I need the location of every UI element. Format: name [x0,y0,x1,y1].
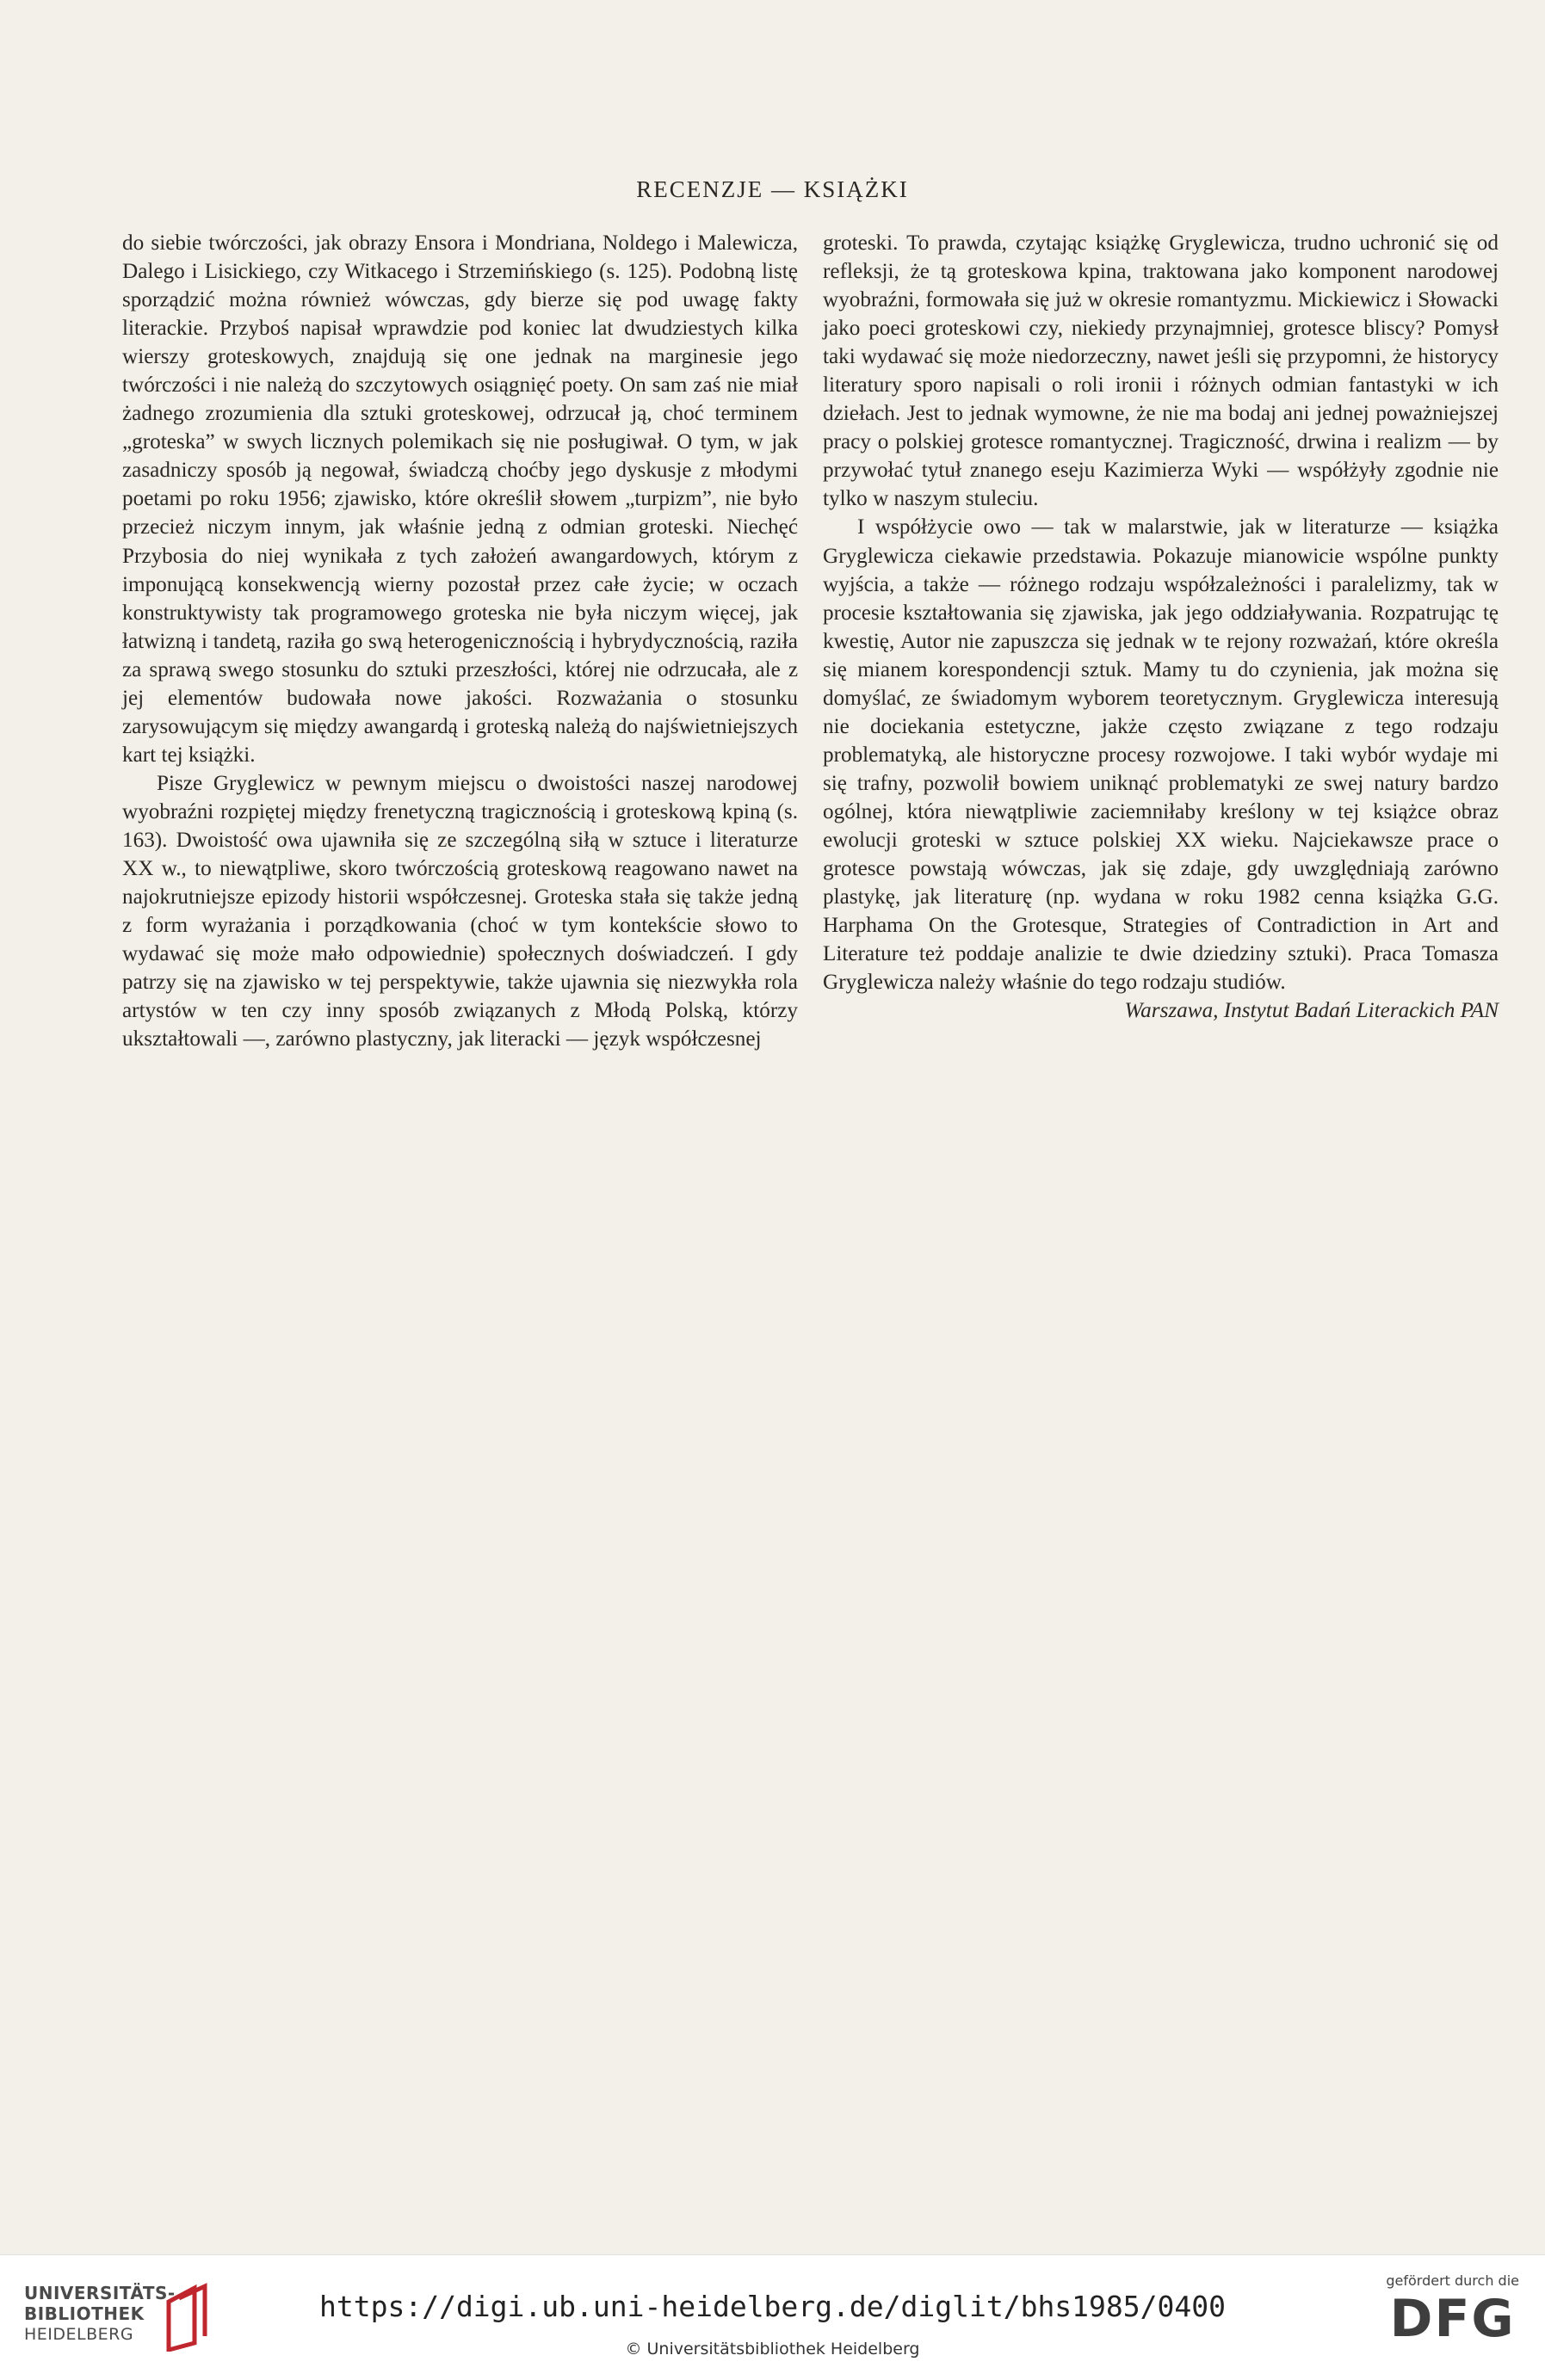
library-name-line-1: UNIVERSITÄTS- [24,2283,176,2303]
library-name-line-2: BIBLIOTHEK [24,2303,145,2324]
funding-caption: gefördert durch die [1386,2272,1519,2289]
left-paragraph-1: do siebie twórczości, jak obrazy Ensora i Mondriana, Noldego i Malewicza, Dalego i Lisickiego, czy Witkacego i Strzemińskiego (s. 125). Podobną listę sporządzić można również wówczas, gdy bierze się pod uwagę fakty literackie. Przyboś napisał wprawdzie pod koniec lat dwudziestych kilka wierszy groteskowych, znajdują się one jednak na marginesie jego twórczości i nie należą do szczytowych osiągnięć poety. On sam zaś nie miał żadnego zrozumienia dla sztuki groteskowej, odrzucał ją, choć terminem „groteska” w swych licznych polemikach się nie posługiwał. O tym, w jak zasadniczy sposób ją negował, świadczą choćby jego dyskusje z młodymi poetami po roku 1956; zjawisko, które określił słowem „turpizm”, nie było przecież niczym innym, jak właśnie jedną z odmian groteski. Niechęć Przybosia do niej wynikała z tych założeń awangardowych, którym z imponującą konsekwencją wierny pozostał przez całe życie; w oczach konstruktywisty tak programowego groteska nie była niczym więcej, jak łatwizną i tandetą, raziła go swą heterogenicznością i hybrydycznością, raziła za sprawą swego stosunku do sztuki przeszłości, której nie odrzucała, ale z jej elementów budowała nowe jakości. Rozważania o stosunku zarysowującym się między awangardą i groteską należą do najświetniejszych kart tej książki. [122,231,798,767]
footer-bar [0,2254,1545,2380]
right-paragraph-1: groteski. To prawda, czytając książkę Gryglewicza, trudno uchronić się od refleksji, że tą groteskowa kpina, traktowana jako komponent narodowej wyobraźni, formowała się już w okresie romantyzmu. Mickiewicz i Słowacki jako poeci groteskowi czy, niekiedy przynajmniej, grotesce bliscy? Pomysł taki wydawać się może niedorzeczny, nawet jeśli się przypomni, że historycy literatury sporo napisali o roli ironii i różnych odmian fantastyki w ich dziełach. Jest to jednak wymowne, że nie ma bodaj ani jednej poważniejszej pracy o polskiej grotesce romantycznej. Tragiczność, drwina i realizm — by przywołać tytuł znanego eseju Kazimierza Wyki — współżyły zgodnie nie tylko w naszym stuleciu. [823,231,1499,511]
copyright-notice: © Universitätsbibliothek Heidelberg [625,2340,920,2358]
dfg-logo[interactable] [1386,2272,1519,2349]
left-paragraph-2: Pisze Gryglewicz w pewnym miejscu o dwoistości naszej narodowej wyobraźni rozpiętej między frenetyczną tragicznością i groteskową kpiną (s. 163). Dwoistość owa ujawniła się ze szczególną siłą w sztuce i literaturze XX w., to niewątpliwe, skoro twórczością groteskową reagowano nawet na najokrutniejsze epizody historii współczesnej. Groteska stała się także jedną z form wyrażania i porządkowania (choć w tym kontekście słowo to wydawać się może mało odpowiednie) społecznych doświadczeń. I gdy patrzy się na zjawisko w tej perspektywie, także ujawnia się niezwykła rola artystów w ten czy inny sposób związanych z Młodą Polską, którzy ukształtowali —, zarówno plastyczny, jak literacki — język współczesnej [122,771,798,1051]
right-column [823,229,1499,1025]
running-head: RECENZJE — KSIĄŻKI [636,176,909,202]
permalink-url[interactable]: https://digi.ub.uni-heidelberg.de/diglit/bhs1985/0400 [319,2290,1226,2323]
author-affiliation: Warszawa, Instytut Badań Literackich PAN [1124,999,1499,1023]
right-paragraph-2: I współżycie owo — tak w malarstwie, jak w literaturze — książka Gryglewicza ciekawie przedstawia. Pokazuje mianowicie wspólne punkty wyjścia, a także — różnego rodzaju współzależności i paralelizmy, tak w procesie kształtowania się zjawiska, jak jego oddziaływania. Rozpatrując tę kwestię, Autor nie zapuszcza się jednak w te rejony rozważań, które określa się mianem korespondencji sztuk. Mamy tu do czynienia, jak można się domyślać, ze świadomym wyborem teoretycznym. Gryglewicza interesują nie dociekania estetyczne, jakże często związane z tego rodzaju problematyką, ale historyczne procesy rozwojowe. I taki wybór wydaje mi się trafny, pozwolił bowiem uniknąć problematyki ze swej natury bardzo ogólnej, która niewątpliwie zaciemniłaby kreślony w tej książce obraz ewolucji groteski w sztuce polskiej XX wieku. Najciekawsze prace o grotesce powstają wówczas, jak się zdaje, gdy uwzględniają zarówno plastykę, jak literaturę (np. wydana w roku 1982 cenna książka G.G. Harphama On the Grotesque, Strategies of Contradiction in Art and Literature też poddaje analizie te dwie dziedziny sztuki). Praca Tomasza Gryglewicza należy właśnie do tego rodzaju studiów. [823,515,1499,995]
library-name-line-3: HEIDELBERG [24,2325,134,2344]
left-column [122,229,798,1053]
dfg-wordmark: DFG [1389,2289,1516,2349]
